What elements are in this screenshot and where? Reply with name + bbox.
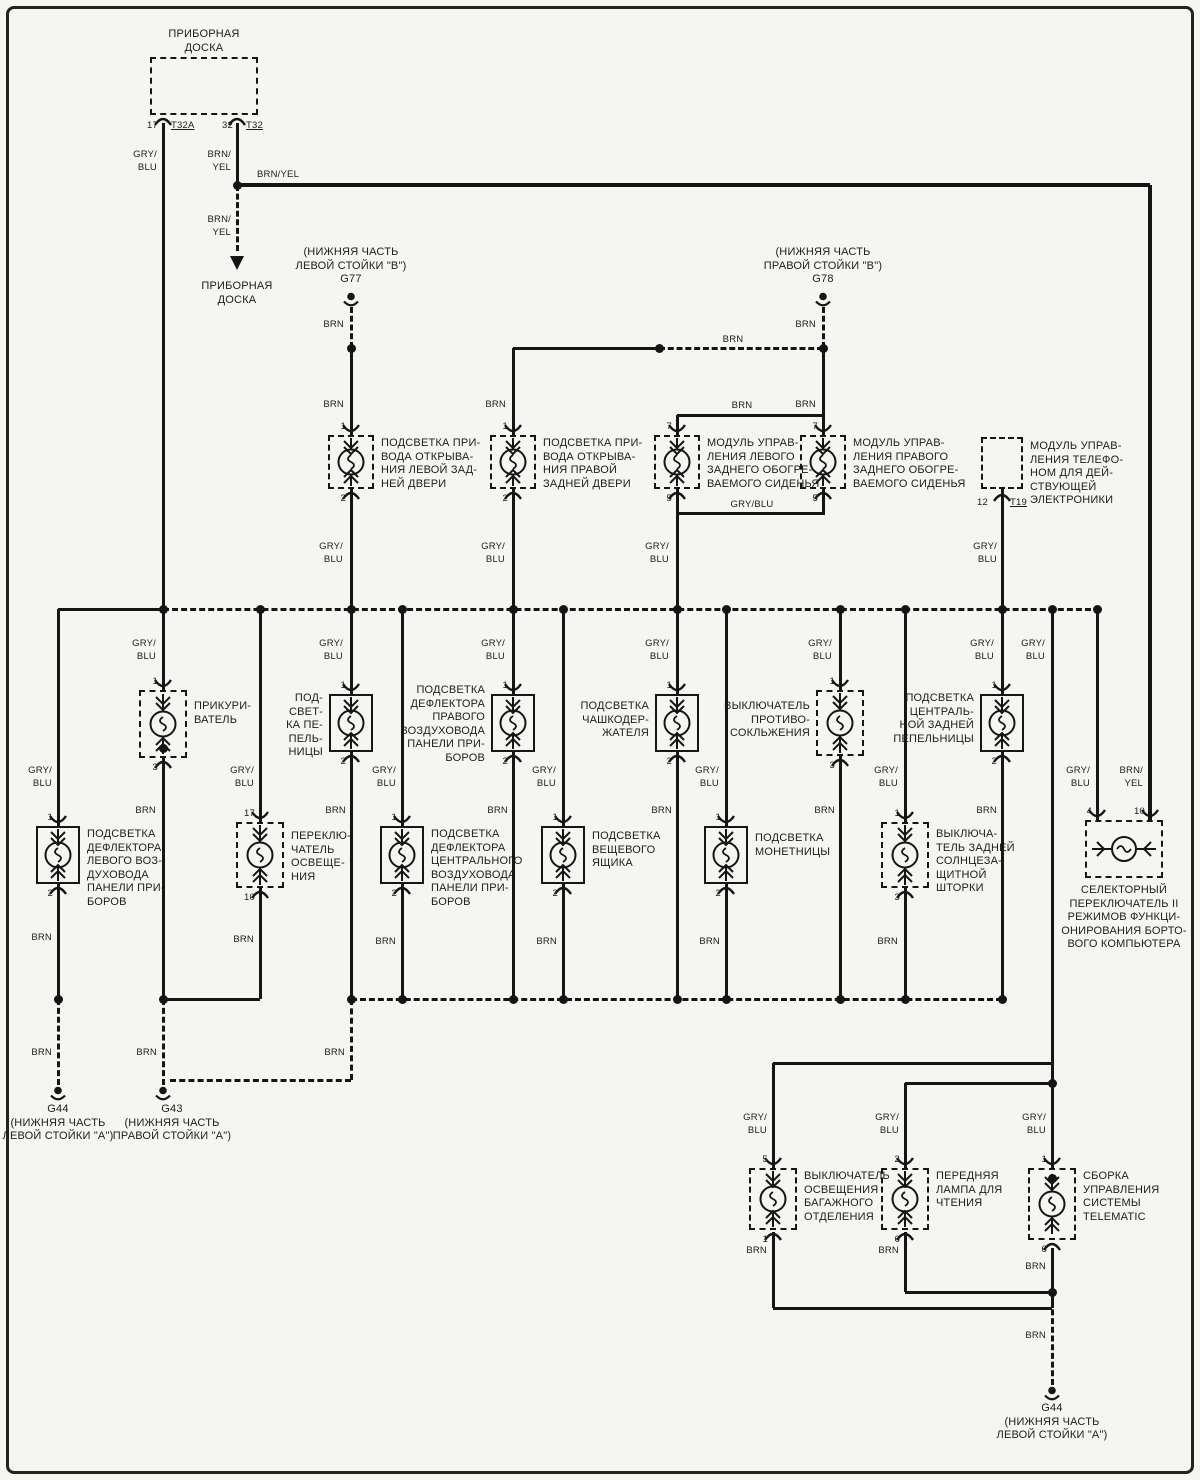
wire-label: BRN <box>795 319 816 330</box>
pin-label: 2 <box>991 756 997 767</box>
junction-dot <box>1048 1288 1057 1297</box>
pin-label: 1 <box>715 812 721 823</box>
wire-label: BRN/ YEL <box>1119 765 1143 789</box>
wire <box>1148 185 1152 820</box>
junction-dot <box>256 605 265 614</box>
wire <box>822 348 825 435</box>
pin-label: 1 <box>340 421 346 432</box>
wire <box>163 608 1100 611</box>
component-label-anti-skid-switch: ВЫКЛЮЧАТЕЛЬ ПРОТИВО- СОКЛЬЖЕНИЯ <box>724 700 810 739</box>
pin-label: 2 <box>340 756 346 767</box>
pin-label: 5 <box>812 493 818 504</box>
lamp-icon <box>246 825 274 885</box>
junction-dot <box>347 605 356 614</box>
component-label-ashtray-light: ПОД- СВЕТ- КА ПЕ- ПЕЛЬ- НИЦЫ <box>286 692 323 758</box>
wire <box>350 489 353 609</box>
wire-label: GRY/ BLU <box>372 765 396 789</box>
ground-G77-label: (НИЖНЯЯ ЧАСТЬ ЛЕВОЙ СТОЙКИ "B") G77 <box>295 246 407 285</box>
component-label-left-dash-vent-light: ПОДСВЕТКА ДЕФЛЕКТОРА ЛЕВОГО ВОЗ- ДУХОВОДА ПАНЕЛИ ПРИ- БОРОВ <box>87 828 165 908</box>
pin-label: 1 <box>340 680 346 691</box>
pin-label: 17 <box>244 808 255 819</box>
component-label-telematic-control-assembly: СБОРКА УПРАВЛЕНИЯ СИСТЕМЫ TELEMATIC <box>1083 1170 1160 1223</box>
wire <box>236 123 239 185</box>
wire <box>350 999 353 1080</box>
pin-label: 1 <box>991 680 997 691</box>
junction-dot <box>347 344 356 353</box>
ground-G43-label: G43 (НИЖНЯЯ ЧАСТЬ ПРАВОЙ СТОЙКИ "А") <box>112 1103 232 1142</box>
pin-label: 7 <box>812 421 818 432</box>
pin-label: 2 <box>502 493 508 504</box>
pin-label: 1 <box>552 812 558 823</box>
wire <box>677 512 823 515</box>
component-label-right-heated-seat-module: МОДУЛЬ УПРАВ- ЛЕНИЯ ПРАВОГО ЗАДНЕГО ОБОГРЕ- ВАЕМОГО СИДЕНЬЯ <box>853 437 966 490</box>
wire <box>773 1062 1052 1065</box>
wire-label: BRN <box>485 399 506 410</box>
wire <box>562 884 565 999</box>
wire-label: GRY/ BLU <box>319 638 343 662</box>
junction-dot <box>398 605 407 614</box>
component-label-left-rear-door-opener-light: ПОДСВЕТКА ПРИ- ВОДА ОТКРЫВА- НИЯ ЛЕВОЙ ЗАД- НЕЙ ДВЕРИ <box>381 437 481 490</box>
wire <box>237 183 1150 187</box>
wire <box>1096 609 1099 820</box>
junction-dot <box>54 995 63 1004</box>
ground-G44-right-label: G44 (НИЖНЯЯ ЧАСТЬ ЛЕВОЙ СТОЙКИ "А") <box>996 1402 1108 1441</box>
component-label-trunk-light-switch: ВЫКЛЮЧАТЕЛЬ ОСВЕЩЕНИЯ БАГАЖНОГО ОТДЕЛЕНИЯ <box>804 1170 890 1223</box>
pin-label: 2 <box>715 888 721 899</box>
wire-label: BRN <box>536 936 557 947</box>
pin-label: 1 <box>1041 1154 1047 1165</box>
wire <box>512 489 515 609</box>
junction-dot <box>559 605 568 614</box>
wire-label: GRY/BLU <box>730 499 774 510</box>
wire <box>58 608 163 611</box>
pin-label: 2 <box>502 756 508 767</box>
lamp-icon <box>891 825 919 885</box>
pin-label: 3 <box>152 762 158 773</box>
junction-dot <box>722 605 731 614</box>
junction-dot <box>398 995 407 1004</box>
pin-label: 1 <box>502 421 508 432</box>
wire <box>772 1232 775 1308</box>
pin-label: 1 <box>152 676 158 687</box>
lamp-icon <box>988 697 1016 749</box>
wire <box>773 1307 1052 1310</box>
pin-label: 5 <box>762 1154 768 1165</box>
wire <box>905 1291 1052 1294</box>
pin-label: 1 <box>762 1234 768 1245</box>
wire <box>163 998 260 1001</box>
lamp-icon <box>337 438 365 486</box>
junction-dot <box>159 605 168 614</box>
component-phone-control-module <box>981 437 1023 489</box>
lamp-icon <box>712 829 740 881</box>
wire <box>57 999 60 1085</box>
junction-dot <box>836 605 845 614</box>
pin-label: 10 <box>1134 806 1145 817</box>
pin-label: 1 <box>502 680 508 691</box>
wire-label: GRY/ BLU <box>1066 765 1090 789</box>
wire <box>904 1083 907 1168</box>
wire-label: GRY/ BLU <box>1022 1112 1046 1136</box>
wire <box>1051 1083 1054 1168</box>
lamp-icon <box>809 438 837 486</box>
wire <box>162 123 165 609</box>
pin-label: 1 <box>391 812 397 823</box>
pin-label: 7 <box>666 421 672 432</box>
ground-G78-label: (НИЖНЯЯ ЧАСТЬ ПРАВОЙ СТОЙКИ "B") G78 <box>763 246 883 285</box>
wire-label: BRN <box>699 936 720 947</box>
wire-label: GRY/ BLU <box>874 765 898 789</box>
wire-label: BRN <box>722 334 744 345</box>
instrument-panel-bottom-label: ПРИБОРНАЯ ДОСКА <box>201 280 273 306</box>
wire-label: BRN <box>31 932 52 943</box>
lamp-icon <box>663 697 691 749</box>
wire-label: GRY/ BLU <box>1021 638 1045 662</box>
wire-label: BRN <box>375 936 396 947</box>
instrument-panel-box <box>150 57 258 115</box>
component-label-front-reading-lamp: ПЕРЕДНЯЯ ЛАМПА ДЛЯ ЧТЕНИЯ <box>936 1170 1003 1209</box>
pin-label: 2 <box>552 888 558 899</box>
junction-dot <box>998 995 1007 1004</box>
junction-dot <box>509 605 518 614</box>
pin-label: 3 <box>829 760 835 771</box>
wire <box>236 185 239 251</box>
wire <box>904 1232 907 1292</box>
ground-G78 <box>813 292 833 308</box>
pin-label: 6 <box>1041 1244 1047 1255</box>
wire-label: GRY/ BLU <box>973 541 997 565</box>
wire-label: GRY/ BLU <box>28 765 52 789</box>
wire-label: GRY/ BLU <box>319 541 343 565</box>
pin-label: 1 <box>894 808 900 819</box>
pin-label: 1 <box>47 812 53 823</box>
junction-dot <box>1048 1079 1057 1088</box>
pin-label: 10 <box>244 892 255 903</box>
junction-dot <box>836 995 845 1004</box>
wire <box>259 609 262 824</box>
wire <box>513 347 659 350</box>
pin-label: 2 <box>47 888 53 899</box>
wire-label: GRY/ BLU <box>808 638 832 662</box>
wire <box>725 884 728 999</box>
wire-label: BRN <box>651 805 672 816</box>
lamp-icon <box>826 693 854 753</box>
wire <box>170 1079 351 1082</box>
junction-dot <box>901 605 910 614</box>
wire-label: BRN <box>233 934 254 945</box>
lamp-icon <box>499 438 527 486</box>
component-label-right-dash-vent-light: ПОДСВЕТКА ДЕФЛЕКТОРА ПРАВОГО ВОЗДУХОВОДА ПАНЕЛИ ПРИ- БОРОВ <box>400 684 485 764</box>
pin-label: 4 <box>1086 806 1092 817</box>
wire-label: GRY/ BLU <box>695 765 719 789</box>
wire-label: GRY/ BLU <box>875 1112 899 1136</box>
wire-label: GRY/ BLU <box>743 1112 767 1136</box>
connector-label: T32A <box>171 120 195 131</box>
connector-label: T32 <box>246 120 263 131</box>
junction-dot <box>159 995 168 1004</box>
wire <box>677 414 823 417</box>
junction-dot <box>901 995 910 1004</box>
lamp-icon <box>663 438 691 486</box>
pin-label: 32 <box>222 120 233 131</box>
junction-dot <box>559 995 568 1004</box>
wire-label: GRY/ BLU <box>481 541 505 565</box>
junction-dot <box>1048 605 1057 614</box>
wire <box>57 609 60 828</box>
ground-G44-left <box>48 1086 68 1102</box>
component-label-light-switch: ПЕРЕКЛЮ- ЧАТЕЛЬ ОСВЕЩЕ- НИЯ <box>291 830 351 883</box>
lamp-icon <box>44 829 72 881</box>
wire-label: BRN <box>31 1047 52 1058</box>
wire-label: BRN <box>135 805 156 816</box>
wire-label: GRY/ BLU <box>645 541 669 565</box>
wire <box>162 999 165 1085</box>
wire-label: BRN <box>976 805 997 816</box>
wire <box>1051 609 1054 1083</box>
lamp-icon <box>759 1171 787 1227</box>
wire <box>772 1063 775 1168</box>
wire-label: BRN <box>878 1245 899 1256</box>
wire-label: BRN <box>324 1047 345 1058</box>
component-label-center-dash-vent-light: ПОДСВЕТКА ДЕФЛЕКТОРА ЦЕНТРАЛЬНОГО ВОЗДУХОВОДА ПАНЕЛИ ПРИ- БОРОВ <box>431 828 523 908</box>
wire-label: BRN <box>1025 1330 1046 1341</box>
wire-label: BRN <box>136 1047 157 1058</box>
wire <box>512 348 515 435</box>
wire-label: BRN <box>1025 1261 1046 1272</box>
wire <box>562 609 565 828</box>
ground-G44-left-label: G44 (НИЖНЯЯ ЧАСТЬ ЛЕВОЙ СТОЙКИ "А") <box>2 1103 114 1142</box>
ground-G43 <box>153 1086 173 1102</box>
pin-label: 2 <box>894 1154 900 1165</box>
junction-dot <box>673 995 682 1004</box>
junction-dot <box>1093 605 1102 614</box>
wire-label: GRY/ BLU <box>133 149 157 173</box>
wire-label: BRN/YEL <box>257 169 300 180</box>
wire-label: GRY/ BLU <box>132 638 156 662</box>
wire-label: GRY/ BLU <box>645 638 669 662</box>
lamp-icon <box>549 829 577 881</box>
connector-label: T19 <box>1010 497 1027 508</box>
wire <box>401 884 404 999</box>
wire-label: BRN/ YEL <box>207 149 231 173</box>
wire-label: BRN/ YEL <box>207 214 231 238</box>
junction-dot <box>233 181 242 190</box>
pin-label: 2 <box>666 756 672 767</box>
junction-dot <box>819 344 828 353</box>
component-label-glovebox-light: ПОДСВЕТКА ВЕЩЕВОГО ЯЩИКА <box>592 830 661 869</box>
wire-label: GRY/ BLU <box>481 638 505 662</box>
lamp-icon <box>388 829 416 881</box>
wire <box>57 884 60 999</box>
wire-label: BRN <box>814 805 835 816</box>
pin-label: 5 <box>666 493 672 504</box>
pin-chevron <box>993 490 1011 502</box>
inner-junction-dot <box>1048 1174 1057 1183</box>
pin-label: 12 <box>977 497 988 508</box>
wire-label: BRN <box>323 399 344 410</box>
inner-junction-dot <box>159 744 168 753</box>
pin-label: 6 <box>894 1234 900 1245</box>
wire-label: BRN <box>731 400 753 411</box>
wire-label: BRN <box>877 936 898 947</box>
pin-label: 2 <box>340 493 346 504</box>
component-label-right-rear-door-opener-light: ПОДСВЕТКА ПРИ- ВОДА ОТКРЫВА- НИЯ ПРАВОЙ ЗАДНЕЙ ДВЕРИ <box>543 437 643 490</box>
component-label-center-rear-ashtray-light: ПОДСВЕТКА ЦЕНТРАЛЬ- НОЙ ЗАДНЕЙ ПЕПЕЛЬНИЦЫ <box>893 692 974 745</box>
wire <box>259 888 262 999</box>
down-arrow <box>230 256 244 270</box>
wire <box>350 307 353 348</box>
component-label-cupholder-light: ПОДСВЕТКА ЧАШКОДЕР- ЖАТЕЛЯ <box>580 700 649 739</box>
junction-dot <box>655 344 664 353</box>
component-label-rear-sunshade-switch: ВЫКЛЮЧА- ТЕЛЬ ЗАДНЕЙ СОЛНЦЕЗА- ЩИТНОЙ ШТОРКИ <box>936 828 1015 894</box>
wire <box>839 756 842 999</box>
wire <box>822 307 825 348</box>
lamp-icon <box>499 697 527 749</box>
lamp-icon <box>1092 834 1156 864</box>
pin-label: 3 <box>894 892 900 903</box>
junction-dot <box>998 605 1007 614</box>
wire-label: BRN <box>325 805 346 816</box>
component-label-left-heated-seat-module: МОДУЛЬ УПРАВ- ЛЕНИЯ ЛЕВОГО ЗАДНЕГО ОБОГРЕ- ВАЕМОГО СИДЕНЬЯ <box>707 437 820 490</box>
lamp-icon <box>1038 1174 1066 1234</box>
lamp-icon <box>891 1171 919 1227</box>
wire <box>676 752 679 999</box>
wire <box>1051 1292 1054 1385</box>
wire <box>676 489 679 609</box>
wire <box>905 1082 1052 1085</box>
wire-label: GRY/ BLU <box>970 638 994 662</box>
ground-G44-right <box>1042 1386 1062 1402</box>
pin-label: 1 <box>666 680 672 691</box>
wire <box>1001 489 1004 609</box>
ground-G77 <box>341 292 361 308</box>
wire <box>659 347 823 350</box>
junction-dot <box>722 995 731 1004</box>
wire-label: BRN <box>487 805 508 816</box>
instrument-panel-title: ПРИБОРНАЯ ДОСКА <box>168 28 240 54</box>
wire-label: GRY/ BLU <box>230 765 254 789</box>
junction-dot <box>347 995 356 1004</box>
component-label-trip-computer-mode-selector: СЕЛЕКТОРНЫЙ ПЕРЕКЛЮЧАТЕЛЬ II РЕЖИМОВ ФУНКЦИ- ОНИРОВАНИЯ БОРТО- ВОГО КОМПЬЮТЕРА <box>1061 884 1187 950</box>
wire-label: BRN <box>746 1245 767 1256</box>
component-label-phone-control-module: МОДУЛЬ УПРАВ- ЛЕНИЯ ТЕЛЕФО- НОМ ДЛЯ ДЕЙ- СТВУЮЩЕЙ ЭЛЕКТРОНИКИ <box>1030 440 1124 506</box>
wire <box>904 888 907 999</box>
pin-label: 17 <box>147 120 158 131</box>
component-label-coin-box-light: ПОДСВЕТКА МОНЕТНИЦЫ <box>755 832 831 858</box>
pin-label: 1 <box>829 676 835 687</box>
junction-dot <box>509 995 518 1004</box>
wire-label: GRY/ BLU <box>532 765 556 789</box>
wire <box>350 348 353 435</box>
component-label-cigarette-lighter: ПРИКУРИ- ВАТЕЛЬ <box>194 700 252 726</box>
wire-label: BRN <box>323 319 344 330</box>
lamp-icon <box>337 697 365 749</box>
pin-label: 2 <box>391 888 397 899</box>
junction-dot <box>673 605 682 614</box>
wire-label: BRN <box>795 399 816 410</box>
